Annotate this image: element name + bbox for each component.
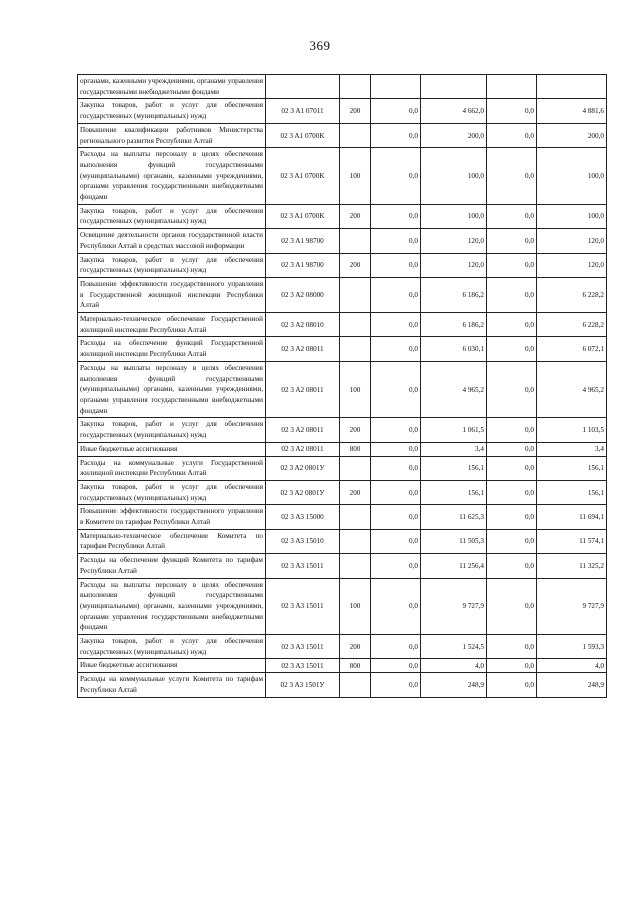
- row-value-1-cell: [371, 75, 421, 99]
- row-value-1-cell: 0,0: [371, 673, 421, 697]
- row-value-1-cell: 0,0: [371, 229, 421, 253]
- row-type-cell: [340, 229, 371, 253]
- row-value-4-cell: 200,0: [537, 123, 607, 147]
- row-value-2-cell: 120,0: [421, 229, 487, 253]
- row-value-3-cell: 0,0: [487, 673, 537, 697]
- row-value-2-cell: 1 524,5: [421, 635, 487, 659]
- table-row: [78, 635, 607, 659]
- row-code-cell: 02 3 A1 98700: [266, 229, 340, 253]
- page-number: 369: [309, 38, 331, 53]
- table-row: [78, 554, 607, 578]
- row-code-cell: 02 3 A1 0700K: [266, 123, 340, 147]
- row-value-1-cell: 0,0: [371, 578, 421, 635]
- row-value-4-cell: 4,0: [537, 659, 607, 673]
- row-code-cell: 02 3 A3 15011: [266, 635, 340, 659]
- row-code-cell: 02 3 A3 15000: [266, 505, 340, 529]
- row-type-cell: 200: [340, 635, 371, 659]
- row-value-3-cell: 0,0: [487, 659, 537, 673]
- table-row: [78, 578, 607, 635]
- row-value-4-cell: 4 965,2: [537, 361, 607, 418]
- row-value-4-cell: 6 228,2: [537, 277, 607, 312]
- row-value-4-cell: 1 103,5: [537, 418, 607, 442]
- row-type-cell: 800: [340, 659, 371, 673]
- row-value-4-cell: 156,1: [537, 456, 607, 480]
- row-type-cell: 800: [340, 442, 371, 456]
- table-row: [78, 505, 607, 529]
- row-value-3-cell: 0,0: [487, 505, 537, 529]
- row-value-1-cell: 0,0: [371, 337, 421, 361]
- row-value-4-cell: 11 694,1: [537, 505, 607, 529]
- row-value-2-cell: 200,0: [421, 123, 487, 147]
- table-row: [78, 123, 607, 147]
- row-value-4-cell: 6 228,2: [537, 313, 607, 337]
- table-row: [78, 229, 607, 253]
- row-code-cell: 02 3 A3 15010: [266, 529, 340, 553]
- row-value-2-cell: 3,4: [421, 442, 487, 456]
- row-code-cell: 02 3 A1 98700: [266, 253, 340, 277]
- row-name-cell: Закупка товаров, работ и услуг для обеспечения государственных (муниципальных) нужд: [78, 635, 266, 659]
- row-value-2-cell: [421, 75, 487, 99]
- table-row: [78, 442, 607, 456]
- row-name-cell: Повышение эффективности государственного управления в Государственной жилищной инспекции Республики Алтай: [78, 277, 266, 312]
- row-value-4-cell: 100,0: [537, 148, 607, 205]
- table-row: [78, 673, 607, 697]
- row-code-cell: 02 3 A2 08010: [266, 313, 340, 337]
- row-type-cell: 200: [340, 99, 371, 123]
- row-name-cell: Материально-техническое обеспечение Государственной жилищной инспекции Республики Алтай: [78, 313, 266, 337]
- row-value-2-cell: 1 061,5: [421, 418, 487, 442]
- row-value-4-cell: 120,0: [537, 253, 607, 277]
- row-type-cell: 200: [340, 253, 371, 277]
- row-value-3-cell: 0,0: [487, 418, 537, 442]
- row-value-4-cell: 156,1: [537, 480, 607, 504]
- row-value-2-cell: 11 625,3: [421, 505, 487, 529]
- table-row: [78, 75, 607, 99]
- row-type-cell: [340, 123, 371, 147]
- row-code-cell: [266, 75, 340, 99]
- row-value-1-cell: 0,0: [371, 529, 421, 553]
- table-row: [78, 480, 607, 504]
- row-value-4-cell: 11 325,2: [537, 554, 607, 578]
- row-value-2-cell: 6 030,1: [421, 337, 487, 361]
- row-code-cell: 02 3 A3 15011: [266, 578, 340, 635]
- budget-table: [77, 74, 607, 698]
- row-value-1-cell: 0,0: [371, 313, 421, 337]
- row-type-cell: [340, 529, 371, 553]
- row-value-3-cell: 0,0: [487, 480, 537, 504]
- row-name-cell: Расходы на коммунальные услуги Государственной жилищной инспекции Республики Алтай: [78, 456, 266, 480]
- table-row: [78, 99, 607, 123]
- row-type-cell: [340, 313, 371, 337]
- row-code-cell: 02 3 A3 15011: [266, 659, 340, 673]
- row-value-3-cell: 0,0: [487, 554, 537, 578]
- row-name-cell: Закупка товаров, работ и услуг для обеспечения государственных (муниципальных) нужд: [78, 204, 266, 228]
- row-name-cell: Материально-техническое обеспечение Комитета по тарифам Республики Алтай: [78, 529, 266, 553]
- row-value-3-cell: 0,0: [487, 277, 537, 312]
- row-value-1-cell: 0,0: [371, 99, 421, 123]
- row-code-cell: 02 3 A3 15011: [266, 554, 340, 578]
- row-value-3-cell: 0,0: [487, 578, 537, 635]
- row-value-1-cell: 0,0: [371, 480, 421, 504]
- row-type-cell: [340, 673, 371, 697]
- row-value-3-cell: 0,0: [487, 313, 537, 337]
- row-name-cell: Иные бюджетные ассигнования: [78, 442, 266, 456]
- row-value-3-cell: 0,0: [487, 123, 537, 147]
- table-row: [78, 418, 607, 442]
- row-value-2-cell: 100,0: [421, 204, 487, 228]
- row-type-cell: [340, 277, 371, 312]
- row-value-1-cell: 0,0: [371, 442, 421, 456]
- row-type-cell: [340, 75, 371, 99]
- row-name-cell: Расходы на обеспечение функций Государственной жилищной инспекции Республики Алтай: [78, 337, 266, 361]
- row-type-cell: 200: [340, 418, 371, 442]
- row-value-1-cell: 0,0: [371, 123, 421, 147]
- row-code-cell: 02 3 A2 0801У: [266, 480, 340, 504]
- row-name-cell: Иные бюджетные ассигнования: [78, 659, 266, 673]
- row-value-4-cell: 9 727,9: [537, 578, 607, 635]
- row-code-cell: 02 3 A2 08011: [266, 442, 340, 456]
- row-type-cell: 100: [340, 148, 371, 205]
- row-value-3-cell: 0,0: [487, 337, 537, 361]
- row-code-cell: 02 3 A2 08011: [266, 361, 340, 418]
- row-code-cell: 02 3 A2 08011: [266, 337, 340, 361]
- row-value-1-cell: 0,0: [371, 253, 421, 277]
- row-value-4-cell: 4 881,6: [537, 99, 607, 123]
- row-code-cell: 02 3 A3 1501У: [266, 673, 340, 697]
- table-row: [78, 456, 607, 480]
- row-value-4-cell: 1 593,3: [537, 635, 607, 659]
- row-name-cell: Расходы на коммунальные услуги Комитета по тарифам Республики Алтай: [78, 673, 266, 697]
- row-type-cell: [340, 554, 371, 578]
- row-name-cell: Расходы на выплаты персоналу в целях обеспечения выполнения функций государственными (муниципальными) органами, казенными учреждениями, органами управления государственными внебюджетными фондами: [78, 578, 266, 635]
- row-code-cell: 02 3 A2 08011: [266, 418, 340, 442]
- row-value-4-cell: 100,0: [537, 204, 607, 228]
- row-value-3-cell: 0,0: [487, 229, 537, 253]
- table-row: [78, 277, 607, 312]
- table-row: [78, 204, 607, 228]
- row-value-1-cell: 0,0: [371, 505, 421, 529]
- table-row: [78, 529, 607, 553]
- row-code-cell: 02 3 A1 0700K: [266, 204, 340, 228]
- row-value-2-cell: 156,1: [421, 456, 487, 480]
- row-value-4-cell: 3,4: [537, 442, 607, 456]
- row-name-cell: Закупка товаров, работ и услуг для обеспечения государственных (муниципальных) нужд: [78, 99, 266, 123]
- row-value-3-cell: 0,0: [487, 635, 537, 659]
- row-value-1-cell: 0,0: [371, 204, 421, 228]
- row-value-3-cell: [487, 75, 537, 99]
- table-row: [78, 148, 607, 205]
- row-value-3-cell: 0,0: [487, 148, 537, 205]
- row-name-cell: органами, казенными учреждениями, органами управления государственными внебюджетными фондами: [78, 75, 266, 99]
- row-code-cell: 02 3 A1 0700K: [266, 148, 340, 205]
- table-row: [78, 361, 607, 418]
- row-value-2-cell: 156,1: [421, 480, 487, 504]
- row-code-cell: 02 3 A1 07011: [266, 99, 340, 123]
- table-row: [78, 313, 607, 337]
- table-row: [78, 659, 607, 673]
- row-value-2-cell: 4,0: [421, 659, 487, 673]
- row-code-cell: 02 3 A2 0801У: [266, 456, 340, 480]
- row-value-4-cell: 248,9: [537, 673, 607, 697]
- row-value-1-cell: 0,0: [371, 418, 421, 442]
- row-value-4-cell: 11 574,1: [537, 529, 607, 553]
- row-value-4-cell: 120,0: [537, 229, 607, 253]
- row-value-1-cell: 0,0: [371, 148, 421, 205]
- row-name-cell: Повышение эффективности государственного управления в Комитете по тарифам Республики Алтай: [78, 505, 266, 529]
- row-value-2-cell: 4 662,0: [421, 99, 487, 123]
- row-value-3-cell: 0,0: [487, 456, 537, 480]
- row-value-2-cell: 6 186,2: [421, 277, 487, 312]
- row-value-3-cell: 0,0: [487, 204, 537, 228]
- row-value-2-cell: 9 727,9: [421, 578, 487, 635]
- row-value-3-cell: 0,0: [487, 361, 537, 418]
- row-type-cell: 100: [340, 578, 371, 635]
- row-name-cell: Расходы на выплаты персоналу в целях обеспечения выполнения функций государственными (муниципальными) органами, казенными учреждениями, органами управления государственными внебюджетными фондами: [78, 148, 266, 205]
- row-type-cell: 100: [340, 361, 371, 418]
- row-code-cell: 02 3 A2 08000: [266, 277, 340, 312]
- table-row: [78, 337, 607, 361]
- row-value-1-cell: 0,0: [371, 277, 421, 312]
- row-value-1-cell: 0,0: [371, 456, 421, 480]
- row-name-cell: Повышение квалификации работников Министерства регионального развития Республики Алтай: [78, 123, 266, 147]
- row-value-1-cell: 0,0: [371, 635, 421, 659]
- row-value-2-cell: 11 256,4: [421, 554, 487, 578]
- row-type-cell: [340, 456, 371, 480]
- row-value-1-cell: 0,0: [371, 659, 421, 673]
- row-value-2-cell: 6 186,2: [421, 313, 487, 337]
- row-value-3-cell: 0,0: [487, 99, 537, 123]
- row-type-cell: [340, 337, 371, 361]
- row-value-4-cell: [537, 75, 607, 99]
- row-value-4-cell: 6 072,1: [537, 337, 607, 361]
- row-value-1-cell: 0,0: [371, 361, 421, 418]
- row-type-cell: 200: [340, 204, 371, 228]
- row-name-cell: Расходы на обеспечение функций Комитета по тарифам Республики Алтай: [78, 554, 266, 578]
- row-value-2-cell: 100,0: [421, 148, 487, 205]
- row-value-3-cell: 0,0: [487, 442, 537, 456]
- row-type-cell: [340, 505, 371, 529]
- row-value-2-cell: 248,9: [421, 673, 487, 697]
- row-name-cell: Закупка товаров, работ и услуг для обеспечения государственных (муниципальных) нужд: [78, 480, 266, 504]
- row-name-cell: Закупка товаров, работ и услуг для обеспечения государственных (муниципальных) нужд: [78, 253, 266, 277]
- budget-table-body: [78, 75, 607, 698]
- row-value-3-cell: 0,0: [487, 529, 537, 553]
- row-value-3-cell: 0,0: [487, 253, 537, 277]
- row-name-cell: Освещение деятельности органов государственной власти Республики Алтай в средствах массовой информации: [78, 229, 266, 253]
- row-value-1-cell: 0,0: [371, 554, 421, 578]
- row-value-2-cell: 4 965,2: [421, 361, 487, 418]
- table-row: [78, 253, 607, 277]
- row-name-cell: Расходы на выплаты персоналу в целях обеспечения выполнения функций государственными (муниципальными) органами, казенными учреждениями, органами управления государственными внебюджетными фондами: [78, 361, 266, 418]
- row-name-cell: Закупка товаров, работ и услуг для обеспечения государственных (муниципальных) нужд: [78, 418, 266, 442]
- row-type-cell: 200: [340, 480, 371, 504]
- row-value-2-cell: 11 505,3: [421, 529, 487, 553]
- row-value-2-cell: 120,0: [421, 253, 487, 277]
